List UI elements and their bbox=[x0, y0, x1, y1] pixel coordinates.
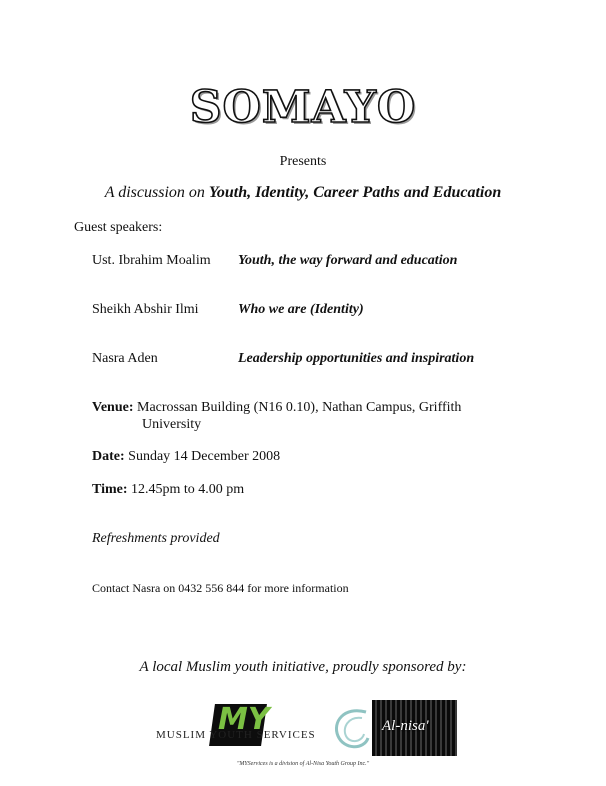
subtitle-prefix: A discussion on bbox=[104, 184, 209, 201]
time-line bbox=[92, 482, 244, 498]
my-services-logo-mark: MY bbox=[218, 702, 270, 737]
subtitle-topics: Youth, Identity, Career Paths and Education bbox=[208, 184, 502, 201]
al-nisa-logo-text: Al-nisa' bbox=[382, 718, 429, 734]
date-line bbox=[92, 449, 280, 465]
venue-value-line2: University bbox=[142, 417, 202, 432]
swirl-logo-icon bbox=[328, 704, 376, 756]
event-title: SOMAYO bbox=[189, 82, 417, 133]
time-value: 12.45pm to 4.00 pm bbox=[127, 482, 245, 497]
date-value: Sunday 14 December 2008 bbox=[124, 449, 281, 464]
date-label: Date: bbox=[92, 449, 125, 464]
sponsor-tagline: A local Muslim youth initiative, proudly sponsored by: bbox=[139, 659, 467, 675]
venue-value: Macrossan Building (N16 0.10), Nathan Campus, Griffith bbox=[133, 400, 462, 415]
speaker-topic: Youth, the way forward and education bbox=[238, 253, 458, 268]
speaker-name: Sheikh Abshir Ilmi bbox=[92, 302, 199, 317]
time-label: Time: bbox=[92, 482, 128, 497]
speaker-name: Nasra Aden bbox=[92, 351, 158, 366]
speaker-topic: Leadership opportunities and inspiration bbox=[238, 351, 475, 366]
footnote: "MYServices is a division of Al-Nisa Youth Group Inc." bbox=[236, 761, 370, 767]
presents-text: Presents bbox=[279, 154, 327, 169]
speaker-name: Ust. Ibrahim Moalim bbox=[92, 253, 211, 268]
venue-line bbox=[92, 400, 461, 416]
my-services-logo-text: MUSLIM YOUTH SERVICES bbox=[156, 729, 316, 741]
refreshments-note: Refreshments provided bbox=[92, 531, 220, 546]
guest-speakers-label: Guest speakers: bbox=[74, 220, 163, 235]
contact-info: Contact Nasra on 0432 556 844 for more information bbox=[92, 581, 349, 595]
speaker-topic: Who we are (Identity) bbox=[238, 302, 364, 317]
venue-label: Venue: bbox=[92, 400, 134, 415]
event-subtitle bbox=[0, 184, 606, 202]
